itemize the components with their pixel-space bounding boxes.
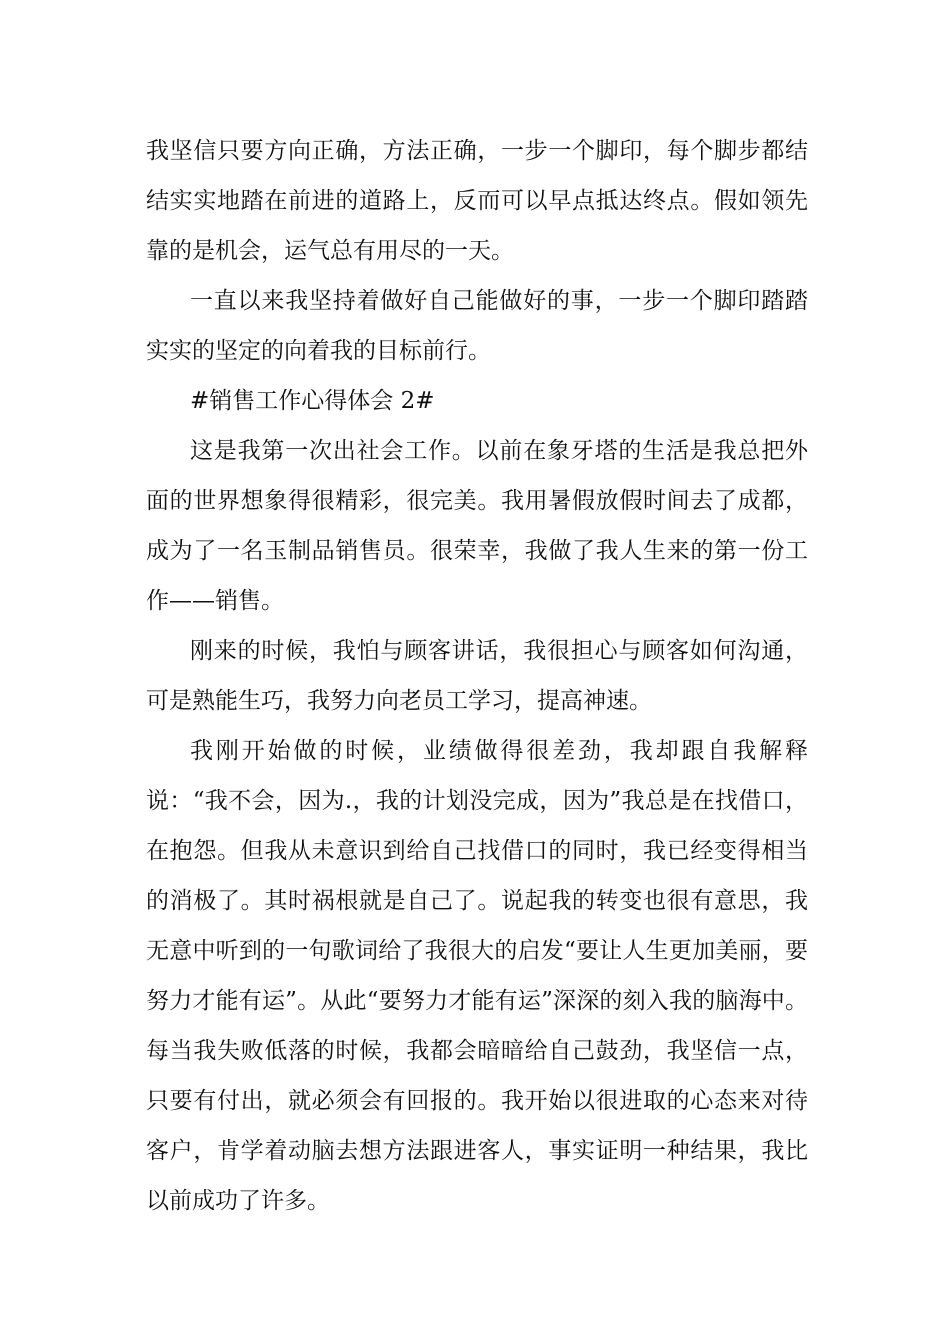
document-body	[146, 126, 808, 1226]
paragraph-4: 刚来的时候，我怕与顾客讲话，我很担心与顾客如何沟通，可是熟能生巧，我努力向老员工学习，提高神速。	[146, 638, 808, 714]
paragraph-3: 这是我第一次出社会工作。以前在象牙塔的生活是我总把外面的世界想象得很精彩，很完美。我用暑假放假时间去了成都，成为了一名玉制品销售员。很荣幸，我做了我人生来的第一份工作——销售。	[146, 438, 808, 614]
paragraph-5: 我刚开始做的时候，业绩做得很差劲，我却跟自我解释说：“我不会，因为.，我的计划没完成，因为”我总是在找借口，在抱怨。但我从未意识到给自己找借口的同时，我已经变得相当的消极了。其时祸根就是自己了。说起我的转变也很有意思，我无意中听到的一句歌词给了我很大的启发“要让人生更加美丽，要努力才能有运”。从此“要努力才能有运”深深的刻入我的脑海中。每当我失败低落的时候，我都会暗暗给自己鼓劲，我坚信一点，只要有付出，就必须会有回报的。我开始以很进取的心态来对待客户，肯学着动脑去想方法跟进客人，事实证明一种结果，我比以前成功了许多。	[146, 738, 808, 1214]
paragraph-2: 一直以来我坚持着做好自己能做好的事，一步一个脚印踏踏实实的坚定的向着我的目标前行。	[146, 288, 808, 364]
paragraph-1: 我坚信只要方向正确，方法正确，一步一个脚印，每个脚步都结结实实地踏在前进的道路上，反而可以早点抵达终点。假如领先靠的是机会，运气总有用尽的一天。	[146, 138, 808, 264]
section-heading: #销售工作心得体会 2#	[190, 388, 435, 414]
